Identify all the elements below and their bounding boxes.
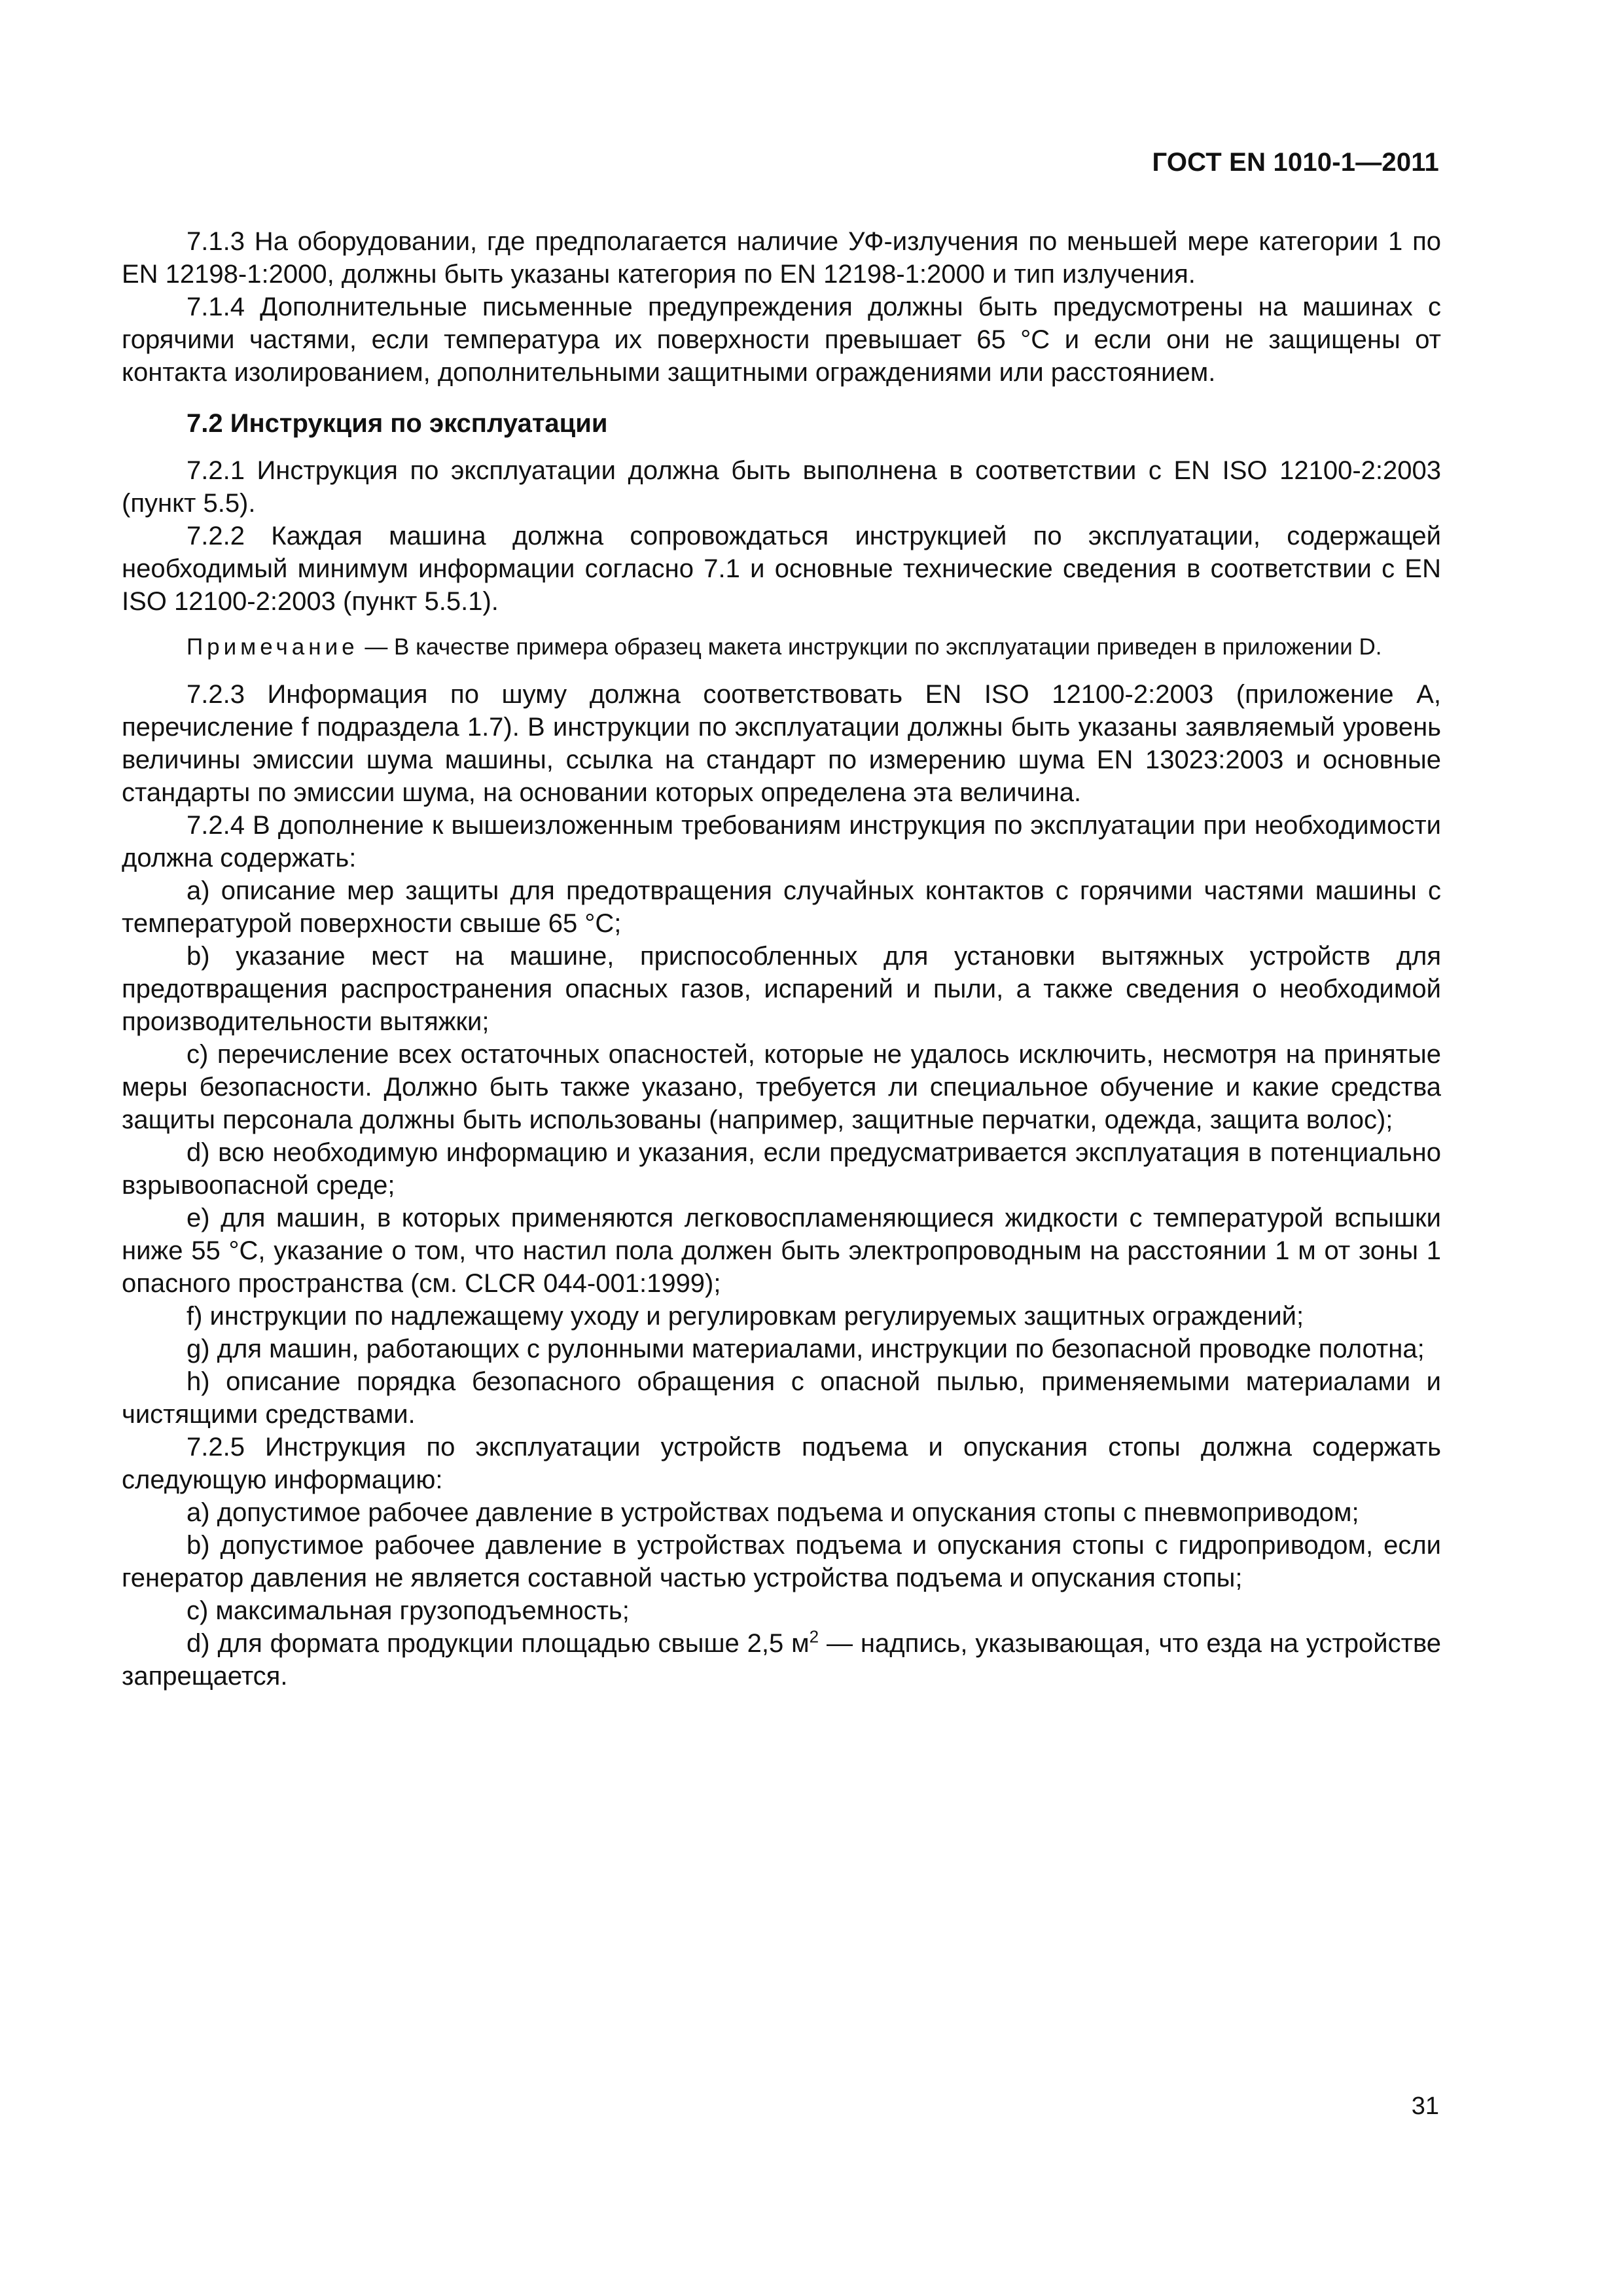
clause-7-2-2: 7.2.2 Каждая машина должна сопровождаться инструкцией по эксплуатации, содержащей необходимый минимум информации согласно 7.1 и основные технические сведения в соответствии с EN ISO 12100-2:2003 (пункт 5.5.1). [122,522,1441,616]
clause-7-2-3: 7.2.3 Информация по шуму должна соответствовать EN ISO 12100-2:2003 (приложение А, перечисление f подраздела 1.7). В инструкции по эксплуатации должны быть указаны заявляемый уровень величины эмиссии шума машины, ссылка на стандарт по измерению шума EN 13023:2003 и основные стандарты по эмиссии шума, на основании которых определена эта величина. [122,680,1441,807]
document-header: ГОСТ EN 1010-1—2011 [1152,148,1439,177]
list-item-7-2-5-d-text-before: d) для формата продукции площадью свыше 2,5 м [187,1629,810,1658]
page-number: 31 [1411,2092,1439,2120]
list-item-7-2-5-b: b) допустимое рабочее давление в устройствах подъема и опускания стопы с гидроприводом, если генератор давления не является составной частью устройства подъема и опускания стопы; [122,1531,1441,1592]
list-item-7-2-4-f: f) инструкции по надлежащему уходу и регулировкам регулируемых защитных ограждений; [187,1302,1304,1331]
clause-7-2-5: 7.2.5 Инструкция по эксплуатации устройств подъема и опускания стопы должна содержать следующую информацию: [122,1433,1441,1494]
list-item-7-2-4-e: e) для машин, в которых применяются легковоспламеняющиеся жидкости с температурой вспышки ниже 55 °C, указание о том, что настил пола должен быть электропроводным на расстоянии 1 м от зоны 1 опасного пространства (см. CLCR 044-001:1999); [122,1204,1441,1298]
list-item-7-2-5-d [122,1627,1441,1693]
document-body [122,225,1441,1693]
list-item-7-2-4-a: a) описание мер защиты для предотвращения случайных контактов с горячими частями машины с температурой поверхности свыше 65 °C; [122,876,1441,938]
clause-7-2-1: 7.2.1 Инструкция по эксплуатации должна быть выполнена в соответствии с EN ISO 12100-2:2003 (пункт 5.5). [122,456,1441,518]
list-item-7-2-4-b: b) указание мест на машине, приспособленных для установки вытяжных устройств для предотвращения распространения опасных газов, испарений и пыли, а также сведения о необходимой производительности вытяжки; [122,942,1441,1036]
list-item-7-2-4-c: c) перечисление всех остаточных опасностей, которые не удалось исключить, несмотря на принятые меры безопасности. Должно быть также указано, требуется ли специальное обучение и какие средства защиты персонала должны быть использованы (например, защитные перчатки, одежда, защита волос); [122,1040,1441,1134]
list-item-7-2-5-a: a) допустимое рабочее давление в устройствах подъема и опускания стопы с пневмоприводом; [187,1498,1359,1527]
note-paragraph [122,632,1441,662]
square-meter-superscript: 2 [809,1626,819,1647]
list-item-7-2-4-g: g) для машин, работающих с рулонными материалами, инструкции по безопасной проводке полотна; [187,1335,1425,1363]
note-label: Примечание [187,634,359,660]
clause-7-1-3: 7.1.3 На оборудовании, где предполагается наличие УФ-излучения по меньшей мере категории 1 по EN 12198-1:2000, должны быть указаны категория по EN 12198-1:2000 и тип излучения. [122,227,1441,289]
clause-7-2-4: 7.2.4 В дополнение к вышеизложенным требованиям инструкция по эксплуатации при необходимости должна содержать: [122,811,1441,872]
section-heading-7-2: 7.2 Инструкция по эксплуатации [187,409,608,438]
note-text: — В качестве примера образец макета инструкции по эксплуатации приведен в приложении D. [358,634,1382,660]
clause-7-1-4: 7.1.4 Дополнительные письменные предупреждения должны быть предусмотрены на машинах с горячими частями, если температура их поверхности превышает 65 °C и если они не защищены от контакта изолированием, дополнительными защитными ограждениями или расстоянием. [122,293,1441,387]
list-item-7-2-5-d-text-after: — надпись, указывающая, что езда на устройстве запрещается. [122,1629,1441,1691]
list-item-7-2-4-d: d) всю необходимую информацию и указания, если предусматривается эксплуатация в потенциально взрывоопасной среде; [122,1138,1441,1200]
list-item-7-2-4-h: h) описание порядка безопасного обращения с опасной пылью, применяемыми материалами и чистящими средствами. [122,1367,1441,1429]
list-item-7-2-5-c: c) максимальная грузоподъемность; [187,1596,630,1625]
